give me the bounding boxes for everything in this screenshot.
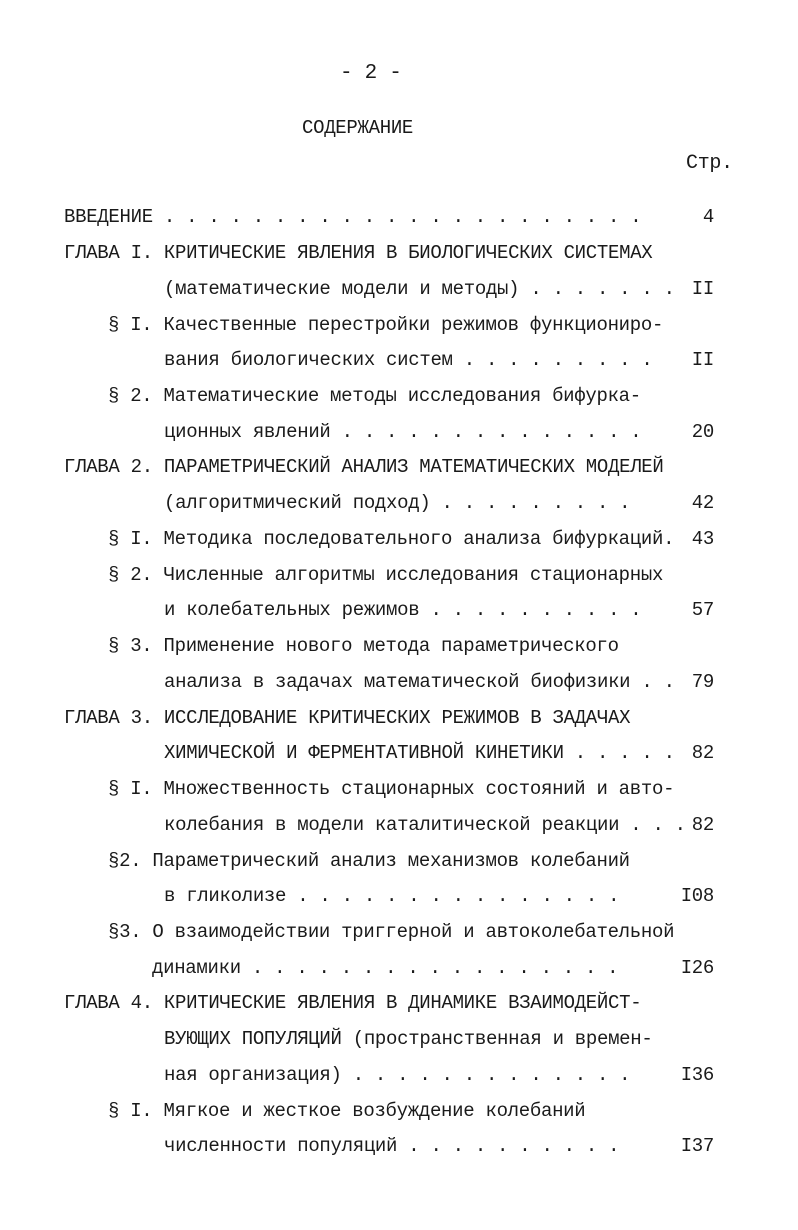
toc-line: вания биологических систем . . . . . . . . . xyxy=(164,349,653,371)
toc-line: ная организация) . . . . . . . . . . . . . xyxy=(164,1064,631,1086)
toc-line: в гликолизе . . . . . . . . . . . . . . . xyxy=(164,885,620,907)
page-number: - 2 - xyxy=(340,62,402,85)
toc-page-number: I08 xyxy=(680,885,714,907)
toc-line: ХИМИЧЕСКОЙ И ФЕРМЕНТАТИВНОЙ КИНЕТИКИ . . . . . xyxy=(164,742,675,764)
toc-line: § I. Множественность стационарных состояний и авто- xyxy=(108,778,675,800)
toc-page-number: 42 xyxy=(691,492,714,514)
toc-line: ГЛАВА 2. ПАРАМЕТРИЧЕСКИЙ АНАЛИЗ МАТЕМАТИЧЕСКИХ МОДЕЛЕЙ xyxy=(64,456,664,478)
toc-page-number: 82 xyxy=(691,814,714,836)
toc-page-number: I26 xyxy=(680,957,714,979)
toc-line: ГЛАВА 3. ИССЛЕДОВАНИЕ КРИТИЧЕСКИХ РЕЖИМОВ В ЗАДАЧАХ xyxy=(64,707,631,729)
page-column-label: Стр. xyxy=(686,152,733,175)
toc-line: § 2. Математические методы исследования бифурка- xyxy=(108,385,641,407)
toc-page-number: 57 xyxy=(691,599,714,621)
toc-line: численности популяций . . . . . . . . . . xyxy=(164,1135,620,1157)
toc-page-number: I36 xyxy=(680,1064,714,1086)
toc-line: § I. Качественные перестройки режимов функциониро- xyxy=(108,314,664,336)
toc-line: колебания в модели каталитической реакции . . . xyxy=(164,814,686,836)
toc-line: ционных явлений . . . . . . . . . . . . . . xyxy=(164,421,642,443)
toc-page-number: 20 xyxy=(691,421,714,443)
toc-line: и колебательных режимов . . . . . . . . . . xyxy=(164,599,642,621)
toc-line: (математические модели и методы) . . . . . . . xyxy=(164,278,675,300)
toc-line: §3. О взаимодействии триггерной и автоколебательной xyxy=(108,921,675,943)
toc-line: динамики . . . . . . . . . . . . . . . . . xyxy=(152,957,619,979)
toc-page-number: 4 xyxy=(702,206,714,228)
toc-line: ВУЮЩИХ ПОПУЛЯЦИЙ (пространственная и времен- xyxy=(164,1028,653,1050)
toc-page-number: II xyxy=(691,349,714,371)
toc-line: (алгоритмический подход) . . . . . . . . . xyxy=(164,492,631,514)
toc-page-number: I37 xyxy=(680,1135,714,1157)
toc-line: §2. Параметрический анализ механизмов колебаний xyxy=(108,850,630,872)
toc-line: ГЛАВА I. КРИТИЧЕСКИЕ ЯВЛЕНИЯ В БИОЛОГИЧЕСКИХ СИСТЕМАХ xyxy=(64,242,653,264)
toc-page-number: 43 xyxy=(691,528,714,550)
toc-line: ГЛАВА 4. КРИТИЧЕСКИЕ ЯВЛЕНИЯ В ДИНАМИКЕ ВЗАИМОДЕЙСТ- xyxy=(64,992,642,1014)
toc-line: ВВЕДЕНИЕ . . . . . . . . . . . . . . . . . . . . . . xyxy=(64,206,642,228)
toc-line: § I. Методика последовательного анализа бифуркаций. xyxy=(108,528,675,550)
toc-page-number: 82 xyxy=(691,742,714,764)
toc-page-number: 79 xyxy=(691,671,714,693)
toc-line: § 3. Применение нового метода параметрического xyxy=(108,635,619,657)
contents-title: СОДЕРЖАНИЕ xyxy=(302,117,414,139)
toc-line: анализа в задачах математической биофизики . . xyxy=(164,671,675,693)
toc-line: § I. Мягкое и жесткое возбуждение колебаний xyxy=(108,1100,586,1122)
toc-line: § 2. Численные алгоритмы исследования стационарных xyxy=(108,564,664,586)
toc-page-number: II xyxy=(691,278,714,300)
